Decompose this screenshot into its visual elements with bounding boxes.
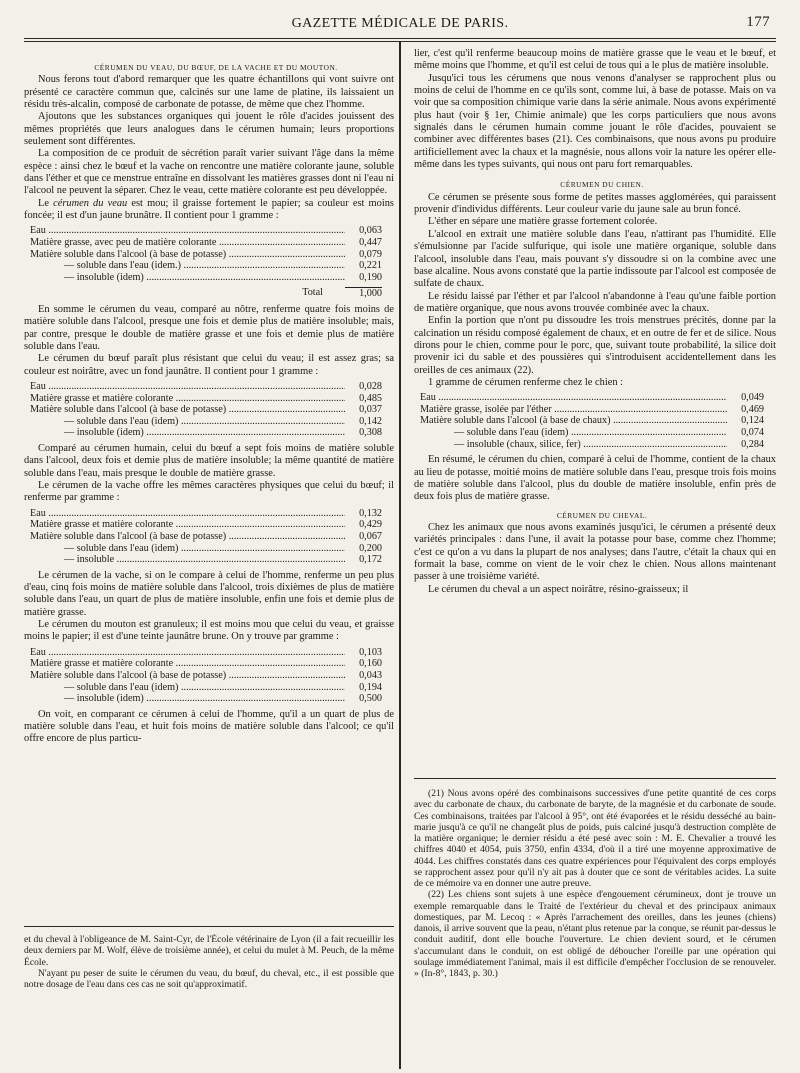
row-value: 0,447 [359, 237, 382, 249]
footnote-22: (22) Les chiens sont sujets à une espèce d'engouement cérumineux, dont je trouve un exemple remarquable dans le Traité de l'extérieur du cheval et des principaux animaux domestiques, par M. Lecoq : « Après l'arrachement des oreilles, dans les jeunes (chiens) danois, il arrive souvent que la peau, n'étant plus retenue par la conque, se réunit par-dessus le conduit auditif, dont elle bouche l'ouverture. Le chien devient sourd, et le cérumen s'accumulant dans le conduit, on est obligé de déboucher l'oreille par une opération qui soulage immédiatement l'animal, mais il est difficile d'empêcher l'occlusion de se renouveler. » (In-8°, 1843, p. 30.) [414, 889, 776, 979]
paragraph: Ajoutons que les substances organiques qui jouent le rôle d'acides jouissent des mêmes propriétés que leurs analogues dans le cérumen humain; leurs proportions seulement sont différentes. [24, 111, 394, 148]
table-row [30, 693, 382, 705]
footnote-rule-right [414, 778, 776, 779]
table-row [30, 508, 382, 520]
page-header [24, 10, 776, 36]
paragraph: Le cérumen du cheval a un aspect noirâtre, résino-graisseux; il [428, 583, 689, 595]
total-row [30, 287, 382, 300]
paragraph: Ce cérumen se présente sous forme de petites masses agglomérées, qui paraissent provenir d'individus différents. Leur couleur varie du jaune sale au brun foncé. [414, 191, 776, 216]
row-label: — insoluble (chaux, silice, fer) ..... [420, 439, 727, 451]
table-row [30, 393, 382, 405]
paragraph: En résumé, le cérumen du chien, comparé à celui de l'homme, contient de la chaux au lieu de potasse, moitié moins de matière soluble dans l'eau, presque trois fois moins de matière soluble dans l'alcool, plus du double de matière insoluble, enfin près de deux fois plus de matière grasse. [414, 454, 776, 503]
table-row [30, 225, 382, 237]
table-boeuf [30, 381, 382, 439]
right-footnotes [414, 788, 776, 1066]
row-label: — insoluble (idem) ..... [30, 693, 345, 705]
table-row [30, 531, 382, 543]
paragraph: lier, c'est qu'il renferme beaucoup moins de matière grasse que le veau et le bœuf, et même moins que l'homme, et qu'il est celui de tous qui a le plus de matière insoluble. [414, 48, 776, 72]
row-value: 0,500 [359, 693, 382, 705]
row-label: Matière grasse et matière colorante ..... [30, 658, 345, 670]
table-row [30, 404, 382, 416]
section-title-cheval: CÉRUMEN DU CHEVAL. [556, 510, 648, 520]
row-value: 0,221 [359, 260, 382, 272]
paragraph: Jusqu'ici tous les cérumens que nous venons d'analyser se rapprochent plus ou moins de celui de l'homme en ce qu'ils sont, comme lui, à base de potasse. Mais on va voir que sa composition chimique varie dans la série animale. Nous avons expérimenté plus haut (voir § 1er, Chimie animale) que les corps particuliers que nous avons signalés dans le cérumen humain comme jouant le rôle d'acides, pouvaient se combiner avec différentes bases (21). Ces combinaisons, que nous avons pu produire artificiellement avec la chaux et la magnésie, nous allons voir la nature les opérer elle-même dans les types suivants, qui nous ont paru fort remarquables. [414, 72, 776, 171]
row-label: Matière soluble dans l'alcool (à base de potasse) ..... [30, 531, 345, 543]
left-column [24, 62, 394, 920]
row-value: 0,172 [359, 554, 382, 566]
table-chien [420, 392, 764, 450]
row-value: 0,028 [359, 381, 382, 393]
emphasis: cérumen du veau [53, 197, 128, 209]
table-row [30, 260, 382, 272]
row-label: Matière grasse et matière colorante ..... [30, 393, 345, 405]
footnote-21: (21) Nous avons opéré des combinaisons successives d'une petite quantité de ces corps avec du carbonate de chaux, du carbonate de baryte, de la magnésie et du carbonate de soude. Ces combinaisons, traitées par l'alcool à 95°, ont été évaporées et le résidu desséché au bain-marie jusqu'à ce qu'il ne changeât plus de poids, puis calciné jusqu'à destruction complète de la matière organique; le dernier résidu a été pesé avec soin : M. E. Chevalier a trouvé les chiffres 4040 et 4054, puis 3750, enfin 4334, d'où il a tiré une moyenne approximative de 4044. Les chiffres constatés dans ces quatre expériences pour l'équivalent des corps employés se rapprochent assez pour qu'il n'y ait pas à douter que ce sont de véritables acides. La suite de ce mémoire va en donner une autre preuve. [414, 788, 776, 889]
row-value: 0,284 [741, 438, 764, 450]
row-label: Matière grasse, isolée par l'éther ..... [420, 404, 727, 416]
row-label: — soluble dans l'eau (idem) ..... [420, 427, 727, 439]
table-row [30, 543, 382, 555]
row-value: 0,067 [359, 530, 382, 542]
table-row [30, 519, 382, 531]
table-vache [30, 508, 382, 566]
paragraph: Comparé au cérumen humain, celui du bœuf a sept fois moins de matière soluble dans l'alcool, deux fois et demie plus de matière insoluble; la même quantité de matière soluble dans l'eau, mais presque le double de matière grasse. [24, 443, 394, 479]
paragraph: Enfin la portion que n'ont pu dissoudre les trois menstrues précités, donne par la calcination un résidu composé également de chaux, et en outre de fer et de silice. Nous dirons pour le chien, comme pour le porc, que, suivant toute probabilité, la silice doit provenir ici du sable et des poussières qui s'introduisent accidentellement dans les oreilles de ces animaux (22). [414, 315, 776, 376]
paragraph: Le résidu laissé par l'éther et par l'alcool n'abandonne à l'eau qu'une faible portion de matière organique, que nous avons trouvée combinée avec la chaux. [414, 290, 776, 314]
table-row [30, 381, 382, 393]
paragraph: Le cérumen de la vache offre les mêmes caractères physiques que celui du bœuf; il renferme par gramme : [24, 480, 394, 504]
text: Le [38, 197, 49, 209]
row-value: 0,200 [359, 542, 382, 554]
paragraph: Le cérumen de la vache, si on le compare à celui de l'homme, renferme un peu plus d'eau, cinq fois moins de matière soluble dans l'alcool, trois dixièmes de plus de matière soluble dans l'eau, un quart de plus de matière insoluble, enfin une fois et demie plus de matière grasse. [24, 569, 394, 618]
footnote: N'ayant pu peser de suite le cérumen du veau, du bœuf, du cheval, etc., il est possible que notre dosage de l'eau dans ces cas ne soit qu'approximatif. [24, 967, 394, 990]
table-row [30, 554, 382, 566]
row-value: 0,037 [359, 404, 382, 416]
total-value: 1,000 [345, 287, 382, 300]
row-value: 0,429 [359, 519, 382, 531]
row-label: Eau ..... [30, 647, 345, 659]
table-row [420, 392, 764, 404]
column-divider [399, 42, 401, 1069]
row-value: 0,132 [359, 507, 382, 519]
paragraph: Le cérumen du mouton est granuleux; il est moins mou que celui du veau, et graisse moins le papier; il est d'une teinte jaunâtre brune. On y trouve par gramme : [24, 619, 394, 643]
section-title-veau-boeuf: CÉRUMEN DU VEAU, DU BŒUF, DE LA VACHE ET DU MOUTON. [94, 63, 338, 72]
paragraph: Nous ferons tout d'abord remarquer que les quatre échantillons qui vont suivre ont présenté ce caractère commun que, calcinés sur une lame de platine, ils laissaient un résidu très-alcalin, composé de carbonate de potasse, de même que chez l'homme. [24, 74, 394, 111]
row-label: — soluble dans l'eau (idem.) ..... [30, 260, 345, 272]
row-value: 0,049 [741, 392, 764, 404]
paragraph: Chez les animaux que nous avons examinés jusqu'ici, le cérumen a présenté deux variétés principales : dans l'une, il avait la potasse pour base, comme chez l'homme; c'est ce qu'on a vu dans la plupart de nos analyses; dans l'autre, c'était la chaux qui en formait la base, comme on vient de le voir chez le chien. Nous allons maintenant passer à une troisième variété. [414, 521, 776, 583]
paragraph: L'éther en sépare une matière grasse fortement colorée. [428, 216, 658, 228]
row-label: — soluble dans l'eau (idem) ..... [30, 416, 345, 428]
table-row [30, 416, 382, 428]
paragraph: Le cérumen du bœuf paraît plus résistant que celui du veau; il est assez gras; sa couleur est noirâtre, avec un fond jaunâtre. Il contient pour 1 gramme : [24, 353, 394, 377]
row-label: Eau ..... [30, 225, 345, 237]
table-row [420, 427, 764, 439]
table-row [30, 249, 382, 261]
paragraph [24, 198, 394, 223]
table-mouton [30, 647, 382, 705]
row-label: Matière grasse, avec peu de matière colorante ..... [30, 237, 345, 249]
row-label: Matière soluble dans l'alcool (à base de potasse) ..... [30, 249, 345, 261]
table-row [30, 670, 382, 682]
row-label: Matière soluble dans l'alcool (à base de chaux) ..... [420, 415, 727, 427]
row-value: 0,160 [359, 658, 382, 670]
footnote-continued: et du cheval à l'obligeance de M. Saint-Cyr, de l'École vétérinaire de Lyon (il a fait recueillir les deux derniers par M. Wolf, élève de troisième année), et celui du mulet à M. Peuch, de la même École. [24, 934, 394, 968]
row-value: 0,194 [359, 681, 382, 693]
row-value: 0,485 [359, 392, 382, 404]
row-label: — soluble dans l'eau (idem) ..... [30, 543, 345, 555]
row-label: Eau ..... [30, 508, 345, 520]
total-label: Total [302, 287, 323, 299]
row-label: — insoluble (idem) ..... [30, 427, 345, 439]
table-row [30, 658, 382, 670]
left-footnotes [24, 934, 394, 1066]
row-label: Matière grasse et matière colorante ..... [30, 519, 345, 531]
row-label: — insoluble ..... [30, 554, 345, 566]
paragraph: L'alcool en extrait une matière soluble dans l'eau, n'attirant pas l'humidité. Elle s'émulsionne par l'acide sulfurique, qui isole une matière organique, soluble dans l'alcool, insoluble dans l'eau, mais pouvant s'y dissoudre si on la combine avec une base alcaline. Nous avons constaté que la partie indissoute par l'alcool est composée de sulfate de chaux. [414, 228, 776, 290]
row-label: Eau ..... [420, 392, 727, 404]
footnote-rule-left [24, 926, 394, 927]
journal-title: GAZETTE MÉDICALE DE PARIS. [291, 16, 509, 31]
row-value: 0,469 [741, 403, 764, 415]
table-veau-total [30, 287, 382, 300]
row-label: Matière soluble dans l'alcool (à base de potasse) ..... [30, 670, 345, 682]
paragraph: En somme le cérumen du veau, comparé au nôtre, renferme quatre fois moins de matière soluble dans l'alcool, presque une fois et demie plus de matière insoluble; mais, par contre, presque le double de matière grasse et une fois et demie plus de matière soluble dans l'eau. [24, 304, 394, 353]
table-row [30, 237, 382, 249]
table-row [30, 427, 382, 439]
header-rule [24, 38, 776, 39]
row-value: 0,124 [741, 415, 764, 427]
table-row [30, 682, 382, 694]
paragraph: On voit, en comparant ce cérumen à celui de l'homme, qu'il a un quart de plus de matière soluble dans l'eau, et huit fois moins de matière soluble dans l'alcool; ce qu'il offre encore de plus particu- [24, 708, 394, 745]
table-veau [30, 225, 382, 283]
row-value: 0,190 [359, 271, 382, 283]
section-title-chien: CÉRUMEN DU CHIEN. [560, 180, 644, 190]
paragraph: La composition de ce produit de sécrétion paraît varier suivant l'âge dans la même espèce : ainsi chez le bœuf et la vache on rencontre une matière colorante jaune, soluble dans l'éther et que ce menstrue entraîne en dissolvant les matières grasses dont ni l'eau ni l'alcool ne peuvent la séparer. Chez le veau, cette matière colorante est peu développée. [24, 148, 394, 197]
row-label: — insoluble (idem) ..... [30, 272, 345, 284]
text: est mou; il graisse fortement le papier; sa couleur est moins foncée; il est d'un jaune brunâtre. Il contient pour 1 gramme : [24, 197, 394, 222]
table-row [420, 415, 764, 427]
row-value: 0,074 [741, 427, 764, 439]
paragraph: 1 gramme de cérumen renferme chez le chien : [428, 376, 624, 388]
row-value: 0,079 [359, 248, 382, 260]
page-number: 177 [746, 14, 770, 30]
row-value: 0,103 [359, 646, 382, 658]
table-row [420, 404, 764, 416]
right-column [414, 48, 776, 772]
row-value: 0,142 [359, 415, 382, 427]
table-row [30, 272, 382, 284]
row-value: 0,043 [359, 670, 382, 681]
row-label: — soluble dans l'eau (idem) ..... [30, 682, 345, 694]
table-row [30, 647, 382, 659]
table-row [420, 439, 764, 451]
row-label: Eau ..... [30, 381, 345, 393]
row-label: Matière soluble dans l'alcool (à base de potasse) ..... [30, 404, 345, 416]
row-value: 0,063 [359, 225, 382, 237]
row-value: 0,308 [359, 427, 382, 439]
